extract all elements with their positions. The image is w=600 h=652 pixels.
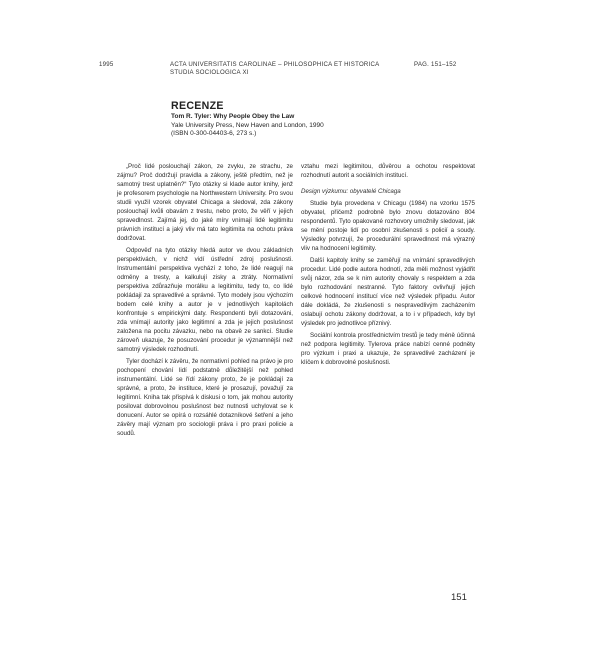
journal-line-1: ACTA UNIVERSITATIS CAROLINAE – PHILOSOPHICA ET HISTORICA	[170, 61, 380, 68]
header-journal	[170, 61, 380, 78]
header-year: 1995	[99, 61, 114, 68]
header-pages: PAG. 151–152	[414, 61, 457, 68]
review-heading	[171, 113, 471, 139]
paragraph: Studie byla provedena v Chicagu (1984) na vzorku 1575 obyvatel, přičemž podrobně bylo znovu dotazováno 804 respondentů. Tyto opakované rozhovory umožnily sledovat, jak se mění postoje lidí po osobní zkušenosti s policií a soudy. Výsledky potvrzují, že procedurální spravedlnost má výrazný vliv na hodnocení legitimity.	[301, 200, 475, 252]
review-author-title: Tom R. Tyler: Why People Obey the Law	[171, 113, 295, 120]
paragraph: Sociální kontrola prostřednictvím trestů je tedy méně účinná než podpora legitimity. Tylerova práce nabízí cenné podněty pro výzkum i praxi a ukazuje, že spravedlivé zacházení je klíčem k dobrovolné poslušnosti.	[301, 332, 475, 366]
paragraph: „Proč lidé poslouchají zákon, ze zvyku, ze strachu, ze zájmu? Proč dodržují pravidla a zákony, ještě předtím, než je samotný trest uplatněn?“ Tyto otázky si klade autor knihy, jenž je profesorem psychologie na Northwestern University. Pro svou studii využil vzorek obyvatel Chicaga a sledoval, zda zákony poslouchají kvůli obavám z trestu, nebo proto, že věří v jejich spravedlnost. Zajímá jej, do jaké míry vnímají lidé legitimitu právních institucí a jaký vliv má tato legitimita na ochotu práva dodržovat.	[117, 163, 293, 242]
subheading: Design výzkumu: obyvatelé Chicaga	[301, 188, 401, 195]
right-column	[301, 162, 475, 367]
paragraph: vztahu mezi legitimitou, důvěrou a ochotou respektovat rozhodnutí autorit a sociálních institucí.	[301, 163, 475, 179]
paragraph: Tyler dochází k závěru, že normativní pohled na právo je pro pochopení chování lidí podstatně důležitější než pohled instrumentální. Lidé se řídí zákony proto, že je pokládají za správné, a proto, že instituce, které je prosazují, považují za legitimní. Kniha tak přispívá k diskusi o tom, jak mohou autority posilovat dobrovolnou poslušnost bez nutnosti uchylovat se k donucení. Autor se opírá o rozsáhlé dotazníkové šetření a jeho závěry mají význam pro sociologii práva i pro praxi policie a soudů.	[117, 358, 293, 437]
journal-line-2: STUDIA SOCIOLOGICA XI	[170, 69, 249, 77]
left-column	[117, 162, 293, 438]
paragraph: Odpověď na tyto otázky hledá autor ve dvou základních perspektivách, v nichž vidí ústřední zdroj poslušnosti. Instrumentální perspektiva vychází z toho, že lidé reagují na odměny a tresty, a kalkulují zisky a ztráty. Normativní perspektiva zdůrazňuje morálku a legitimitu, tedy to, co lidé pokládají za spravedlivé a správné. Tyto modely jsou výchozím bodem celé knihy a autor je v jednotlivých kapitolách konfrontuje s empirickými daty. Respondenti byli dotazováni, zda vnímají autority jako legitimní a zda je jejich poslušnost založena na pocitu závazku, nebo na obavě ze sankcí. Studie zároveň ukazuje, že posuzování procedur je významnější než samotný výsledek rozhodnutí.	[117, 247, 293, 353]
paragraph: Další kapitoly knihy se zaměřují na vnímání spravedlivých procedur. Lidé podle autora hodnotí, zda měli možnost vyjádřit svůj názor, zda se k nim autority chovaly s respektem a zda bylo rozhodování nestranné. Tyto faktory ovlivňují jejich celkové hodnocení institucí více než výsledek případu. Autor dále dokládá, že zkušenosti s nespravedlivým zacházením oslabují ochotu zákony dodržovat, a to i v případech, kdy byl výsledek pro jednotlivce příznivý.	[301, 257, 475, 327]
review-publisher: Yale University Press, New Haven and London, 1990	[171, 121, 324, 129]
section-title: RECENZE	[171, 100, 224, 112]
review-isbn: (ISBN 0-300-04403-6, 273 s.)	[171, 130, 257, 138]
page-number: 151	[451, 592, 467, 603]
